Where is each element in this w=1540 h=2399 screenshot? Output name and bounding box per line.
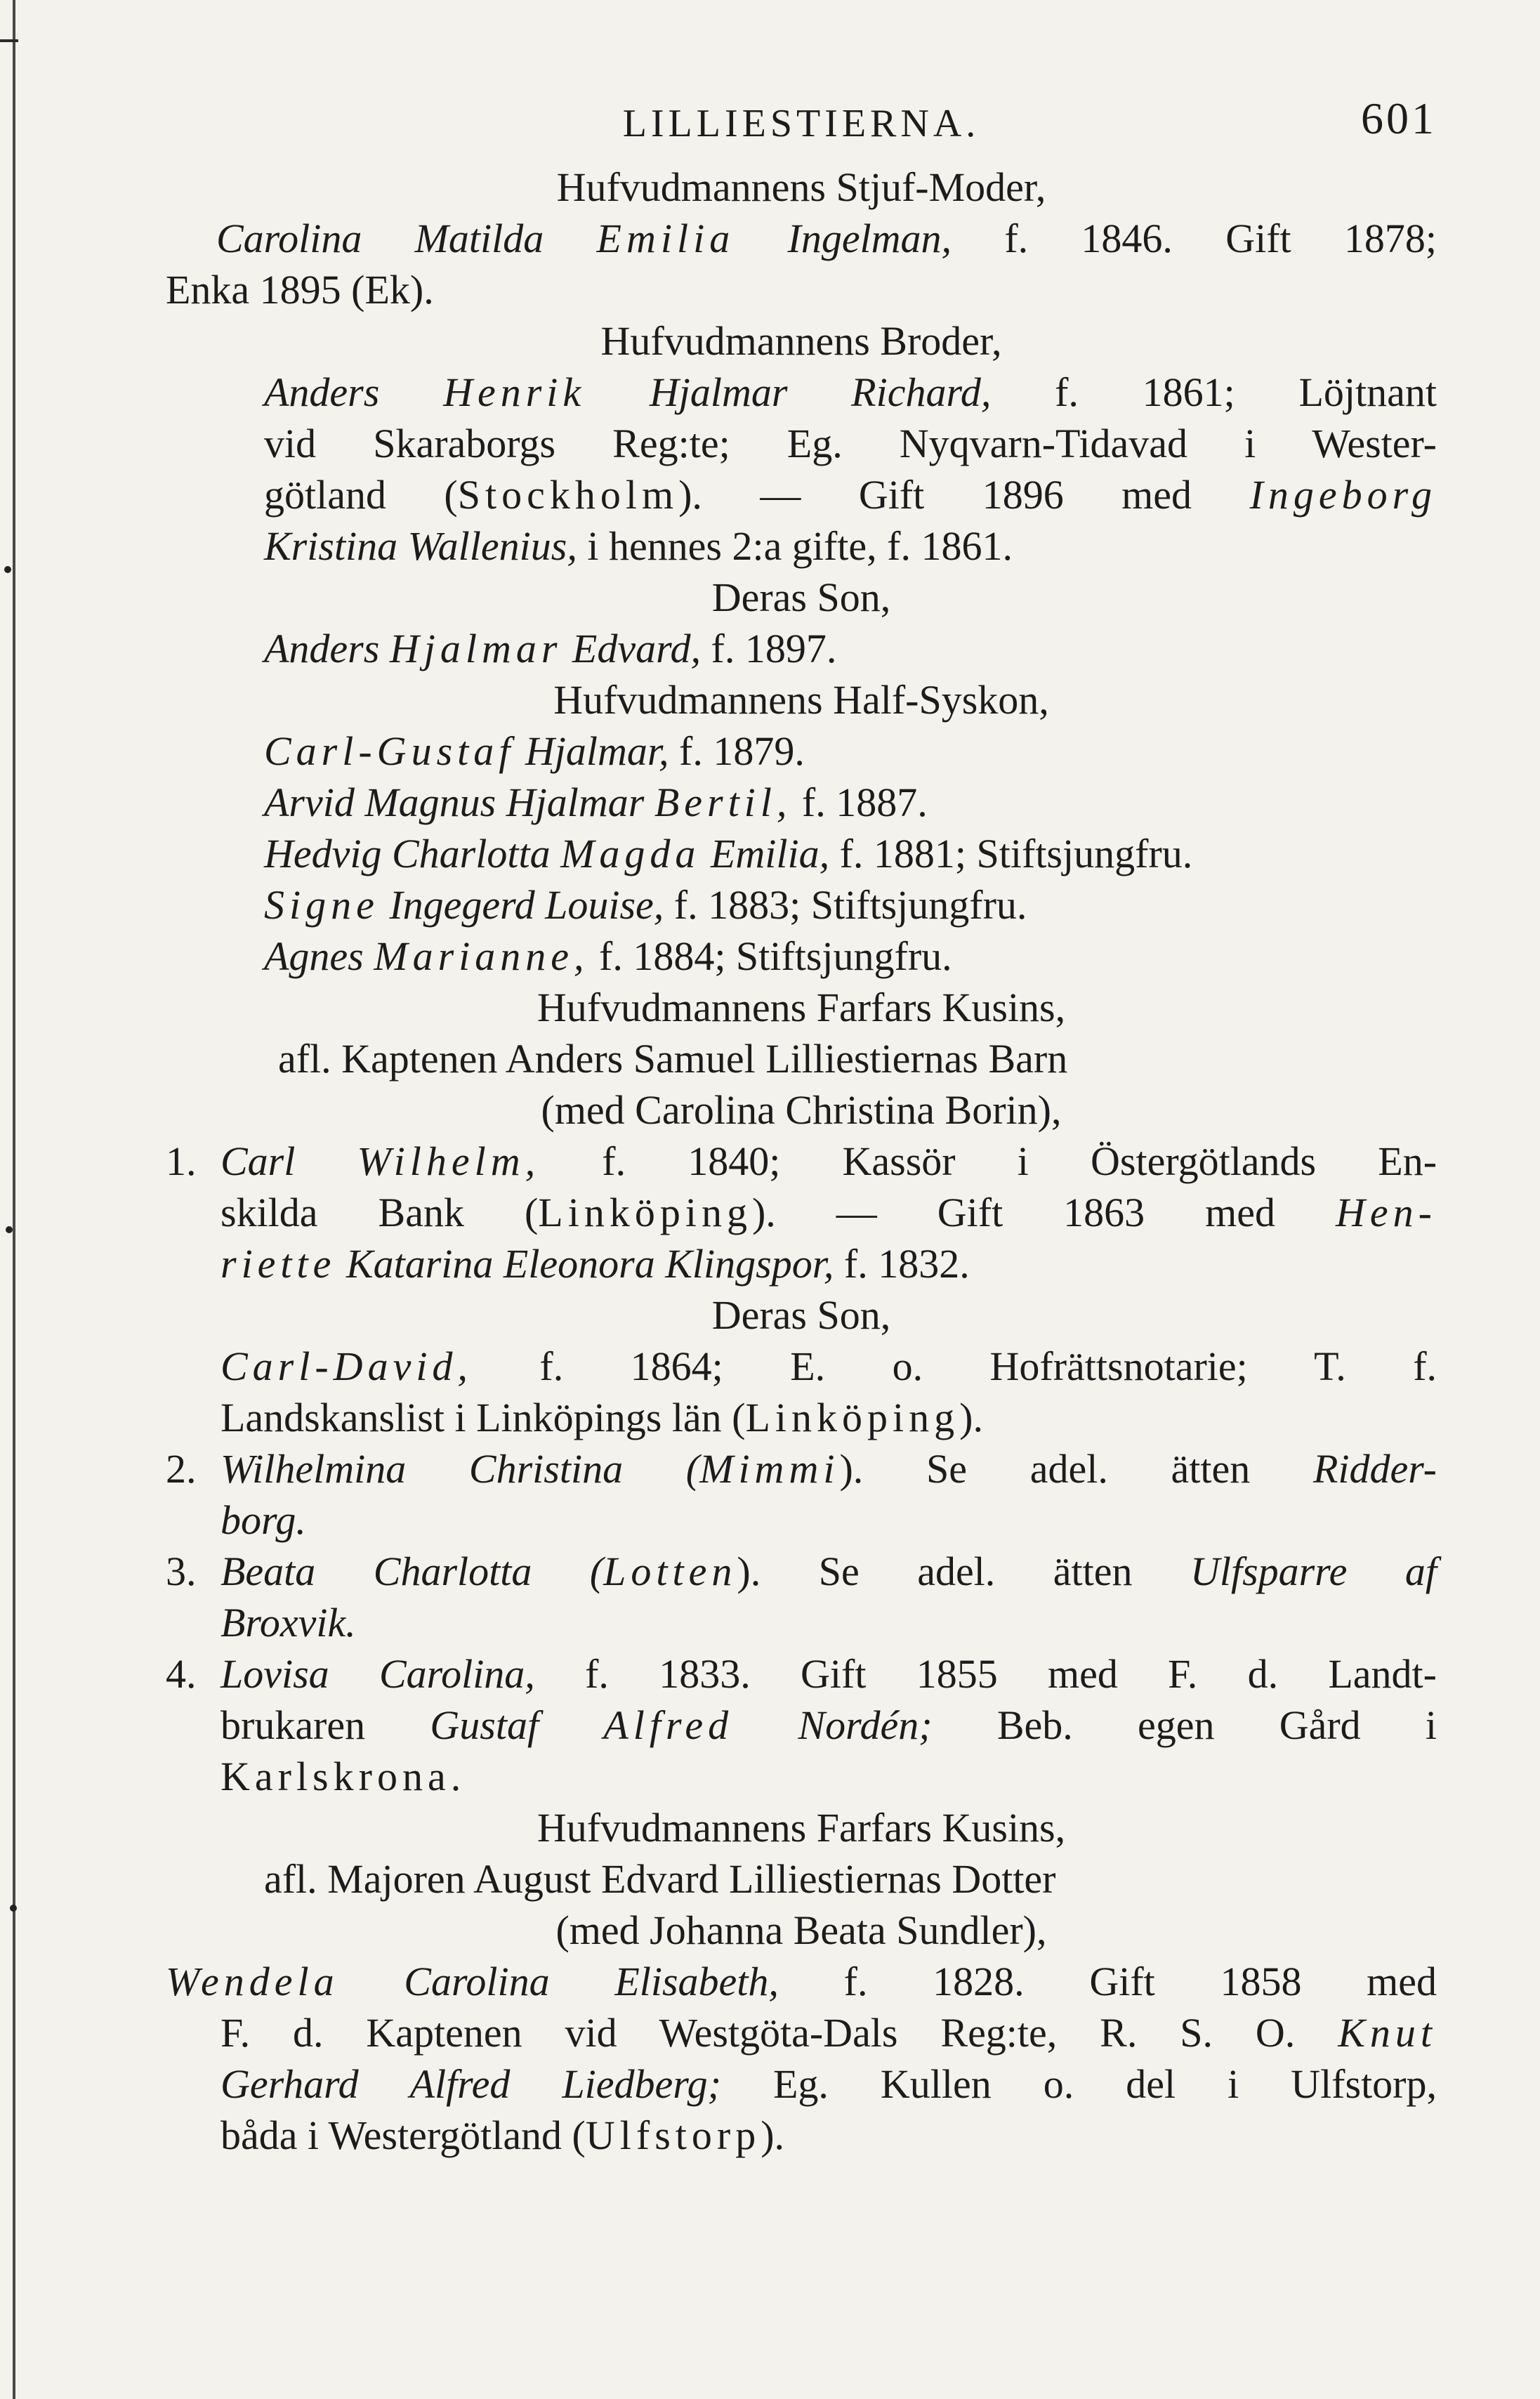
- section-heading: Hufvudmannens Farfars Kusins,: [537, 985, 1066, 1030]
- section-heading: Deras Son,: [711, 1292, 891, 1338]
- page-edge-tick: [0, 39, 18, 42]
- entry-line: Carolina Matilda Emilia Ingelman, f. 1846. Gift 1878;: [216, 216, 1437, 261]
- numbered-entry: 2. Wilhelmina Christina (Mimmi). Se adel. ätten Ridder-: [166, 1446, 1437, 1492]
- entry-line: Broxvik.: [221, 1600, 356, 1645]
- running-title: LILLIESTIERNA.: [622, 102, 980, 145]
- entry-line: Hedvig Charlotta Magda Emilia, f. 1881; Stiftsjungfru.: [264, 831, 1193, 876]
- entry-line: Anders Hjalmar Edvard, f. 1897.: [264, 626, 837, 671]
- entry-line: Anders Henrik Hjalmar Richard, f. 1861; Löjtnant: [264, 369, 1437, 415]
- entry-line: Gerhard Alfred Liedberg; Eg. Kullen o. del i Ulfstorp,: [221, 2061, 1437, 2107]
- entry-line: brukaren Gustaf Alfred Nordén; Beb. egen Gård i: [221, 1702, 1437, 1748]
- entry-line: Karlskrona.: [221, 1754, 461, 1799]
- entry-line: (med Carolina Christina Borin),: [541, 1087, 1062, 1133]
- book-page: [166, 84, 1437, 2161]
- margin-speck: [6, 1226, 13, 1233]
- page-edge-line: [13, 0, 15, 2399]
- entry-line: afl. Majoren August Edvard Lilliestiernas Dotter: [264, 1856, 1056, 1902]
- numbered-entry: 4. Lovisa Carolina, f. 1833. Gift 1855 med F. d. Landt-: [166, 1651, 1437, 1697]
- entry-line: vid Skaraborgs Reg:te; Eg. Nyqvarn-Tidavad i Wester-: [264, 421, 1437, 466]
- section-heading: Hufvudmannens Half-Syskon,: [553, 677, 1049, 723]
- entry-line: Arvid Magnus Hjalmar Bertil, f. 1887.: [264, 780, 928, 825]
- margin-speck: [4, 566, 11, 573]
- numbered-entry: 1. Carl Wilhelm, f. 1840; Kassör i Östergötlands En-: [166, 1138, 1437, 1184]
- entry-line: borg.: [221, 1497, 306, 1543]
- section-heading: Hufvudmannens Broder,: [600, 318, 1002, 364]
- entry-line: skilda Bank (Linköping). — Gift 1863 med Hen-: [221, 1190, 1437, 1235]
- entry-line: Wendela Carolina Elisabeth, f. 1828. Gift 1858 med: [166, 1959, 1437, 2004]
- entry-line: Kristina Wallenius, i hennes 2:a gifte, f. 1861.: [264, 523, 1013, 569]
- entry-line: (med Johanna Beata Sundler),: [555, 1907, 1047, 1953]
- entry-line: riette Katarina Eleonora Klingspor, f. 1832.: [221, 1241, 970, 1287]
- numbered-entry: 3. Beata Charlotta (Lotten). Se adel. ätten Ulfsparre af: [166, 1549, 1437, 1594]
- section-heading: Deras Son,: [711, 574, 891, 620]
- entry-line: götland (Stockholm). — Gift 1896 med Ingeborg: [264, 472, 1437, 518]
- margin-speck: [10, 1905, 17, 1912]
- entry-line: F. d. Kaptenen vid Westgöta-Dals Reg:te, R. S. O. Knut: [221, 2010, 1437, 2056]
- entry-line: Agnes Marianne, f. 1884; Stiftsjungfru.: [264, 933, 952, 979]
- entry-line: Carl-Gustaf Hjalmar, f. 1879.: [264, 728, 805, 774]
- section-heading: Hufvudmannens Farfars Kusins,: [537, 1805, 1066, 1851]
- page-header: [166, 84, 1437, 162]
- entry-line: båda i Westergötland (Ulfstorp).: [221, 2112, 785, 2158]
- entry-line: Enka 1895 (Ek).: [166, 267, 434, 313]
- page-number: 601: [1361, 93, 1437, 143]
- entry-line: Carl-David, f. 1864; E. o. Hofrättsnotarie; T. f.: [221, 1343, 1437, 1389]
- entry-line: Signe Ingegerd Louise, f. 1883; Stiftsjungfru.: [264, 882, 1027, 928]
- entry-line: Landskanslist i Linköpings län (Linköping).: [221, 1395, 983, 1440]
- section-heading: Hufvudmannens Stjuf-Moder,: [556, 164, 1046, 210]
- entry-line: afl. Kaptenen Anders Samuel Lilliestiernas Barn: [278, 1036, 1068, 1082]
